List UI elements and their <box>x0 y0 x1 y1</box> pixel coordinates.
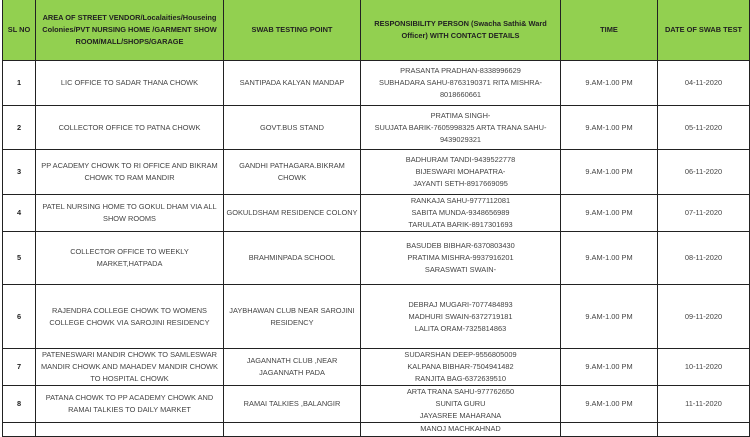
area-cell: RAJENDRA COLLEGE CHOWK TO WOMENS COLLEGE CHOWK VIA SAROJINI RESIDENCY <box>36 285 224 349</box>
table-row <box>3 61 750 106</box>
time-cell: 9.AM-1.00 PM <box>561 386 658 423</box>
sl-no-cell: 4 <box>3 195 36 232</box>
table-row <box>3 232 750 285</box>
date-cell: 11-11-2020 <box>658 386 750 423</box>
table-row <box>3 195 750 232</box>
table-row <box>3 349 750 386</box>
testing-point-cell: SANTIPADA KALYAN MANDAP <box>224 61 361 106</box>
person-contact-line: BIJESWARI MOHAPATRA- <box>415 167 506 176</box>
person-contact-line: PRATIMA MISHRA-9937916201 <box>407 253 514 262</box>
responsible-person-cell <box>361 232 561 285</box>
date-cell: 04-11-2020 <box>658 61 750 106</box>
table-row <box>3 150 750 195</box>
area-cell: COLLECTOR OFFICE TO WEEKLY MARKET,HATPADA <box>36 232 224 285</box>
testing-point-cell: RAMAI TALKIES ,BALANGIR <box>224 386 361 423</box>
time-cell: 9.AM-1.00 PM <box>561 349 658 386</box>
person-contact-line: KALPANA BIBHAR-7504941482 <box>407 362 514 371</box>
time-cell: 9.AM-1.00 PM <box>561 195 658 232</box>
time-cell: 9.AM-1.00 PM <box>561 106 658 150</box>
time-cell: 9.AM-1.00 PM <box>561 150 658 195</box>
sl-no-cell: 6 <box>3 285 36 349</box>
date-cell: 05-11-2020 <box>658 106 750 150</box>
person-contact-line: RANJITA BAG-6372639510 <box>414 374 507 383</box>
header-date: DATE OF SWAB TEST <box>658 0 750 61</box>
testing-point-cell: BRAHMINPADA SCHOOL <box>224 232 361 285</box>
area-cell: LIC OFFICE TO SADAR THANA CHOWK <box>36 61 224 106</box>
responsible-person-cell <box>361 195 561 232</box>
person-contact-line: PRASANTA PRADHAN-8338996629 <box>400 66 521 75</box>
testing-point-cell: GOKULDSHAM RESIDENCE COLONY <box>224 195 361 232</box>
date-cell: 10-11-2020 <box>658 349 750 386</box>
date-cell: 09-11-2020 <box>658 285 750 349</box>
time-cell: 9.AM-1.00 PM <box>561 285 658 349</box>
sl-no-cell: 1 <box>3 61 36 106</box>
area-cell: COLLECTOR OFFICE TO PATNA CHOWK <box>36 106 224 150</box>
person-contact-line: TARULATA BARIK-8917301693 <box>408 220 513 229</box>
person-contact-line: RANKAJA SAHU-9777112081 <box>410 196 511 205</box>
person-contact-line: SUDARSHAN DEEP-9556805009 <box>404 350 517 359</box>
person-contact-line: ARTA TRANA SAHU-977762650 <box>406 387 515 396</box>
sl-no-cell: 8 <box>3 386 36 423</box>
table-row <box>3 285 750 349</box>
person-contact-line: BASUDEB BIBHAR-6370803430 <box>406 241 515 250</box>
person-contact-line: BADHURAM TANDI-9439522778 <box>405 155 516 164</box>
person-contact-line: SABITA MUNDA-9348656989 <box>411 208 510 217</box>
area-cell: PATENESWARI MANDIR CHOWK TO SAMLESWAR MANDIR CHOWK AND MAHADEV MANDIR CHOWK TO HOSPITAL CHOWK <box>36 349 224 386</box>
person-contact-line: SARASWATI SWAIN- <box>424 265 497 274</box>
time-cell: 9.AM-1.00 PM <box>561 232 658 285</box>
person-contact-line: MANOJ MACHKAHNAD <box>420 424 501 433</box>
responsible-person-cell <box>361 285 561 349</box>
responsible-person-cell <box>361 349 561 386</box>
testing-point-cell: JAYBHAWAN CLUB NEAR SAROJINI RESIDENCY <box>224 285 361 349</box>
testing-point-cell: GANDHI PATHAGARA.BIKRAM CHOWK <box>224 150 361 195</box>
header-area: AREA OF STREET VENDOR/Localaities/Houseing Colonies/PVT NURSING HOME /GARMENT SHOW ROOM/MALL/SHOPS/GARAGE <box>36 0 224 61</box>
header-time: TIME <box>561 0 658 61</box>
testing-point-cell: JAGANNATH CLUB ,NEAR JAGANNATH PADA <box>224 349 361 386</box>
person-contact-line: SUBHADARA SAHU-8763190371 RITA MISHRA- <box>379 78 542 87</box>
person-contact-line: JAYANTI SETH-8917669095 <box>413 179 508 188</box>
person-contact-line: 8018660661 <box>439 90 482 99</box>
swab-schedule-table <box>2 0 750 437</box>
date-cell: 07-11-2020 <box>658 195 750 232</box>
table-row <box>3 106 750 150</box>
responsible-person-cell <box>361 106 561 150</box>
testing-point-cell: GOVT.BUS STAND <box>224 106 361 150</box>
time-cell: 9.AM-1.00 PM <box>561 61 658 106</box>
sl-no-cell: 7 <box>3 349 36 386</box>
person-contact-line: DEBRAJ MUGARI-7077484893 <box>408 299 513 309</box>
area-cell: PATANA CHOWK TO PP ACADEMY CHOWK AND RAMAI TALKIES TO DAILY MARKET <box>36 386 224 423</box>
person-contact-line: SUUJATA BARIK-7605998325 ARTA TRANA SAHU- <box>374 122 547 132</box>
sl-no-cell: 3 <box>3 150 36 195</box>
date-cell: 06-11-2020 <box>658 150 750 195</box>
person-contact-line: MADHURI SWAIN-6372719181 <box>408 311 513 321</box>
responsible-person-cell <box>361 386 561 423</box>
date-cell: 08-11-2020 <box>658 232 750 285</box>
header-sl-no: SL NO <box>3 0 36 61</box>
sl-no-cell: 5 <box>3 232 36 285</box>
table-row <box>3 386 750 423</box>
person-contact-line: LALITA ORAM-7325814863 <box>414 323 507 333</box>
area-cell: PATEL NURSING HOME TO GOKUL DHAM VIA ALL SHOW ROOMS <box>36 195 224 232</box>
area-cell: PP ACADEMY CHOWK TO RI OFFICE AND BIKRAM CHOWK TO RAM MANDIR <box>36 150 224 195</box>
header-row <box>3 0 750 61</box>
person-contact-line: JAYASREE MAHARANA <box>419 411 502 420</box>
header-testing-point: SWAB TESTING POINT <box>224 0 361 61</box>
header-responsible-person: RESPONSIBILITY PERSON (Swacha Sathi& Ward Officer) WITH CONTACT DETAILS <box>361 0 561 61</box>
responsible-person-cell <box>361 150 561 195</box>
sl-no-cell: 2 <box>3 106 36 150</box>
responsible-person-cell <box>361 61 561 106</box>
person-contact-line: 9439029321 <box>439 134 482 144</box>
person-contact-line: SUNITA GURU <box>435 399 486 408</box>
person-contact-line: PRATIMA SINGH- <box>430 110 491 120</box>
